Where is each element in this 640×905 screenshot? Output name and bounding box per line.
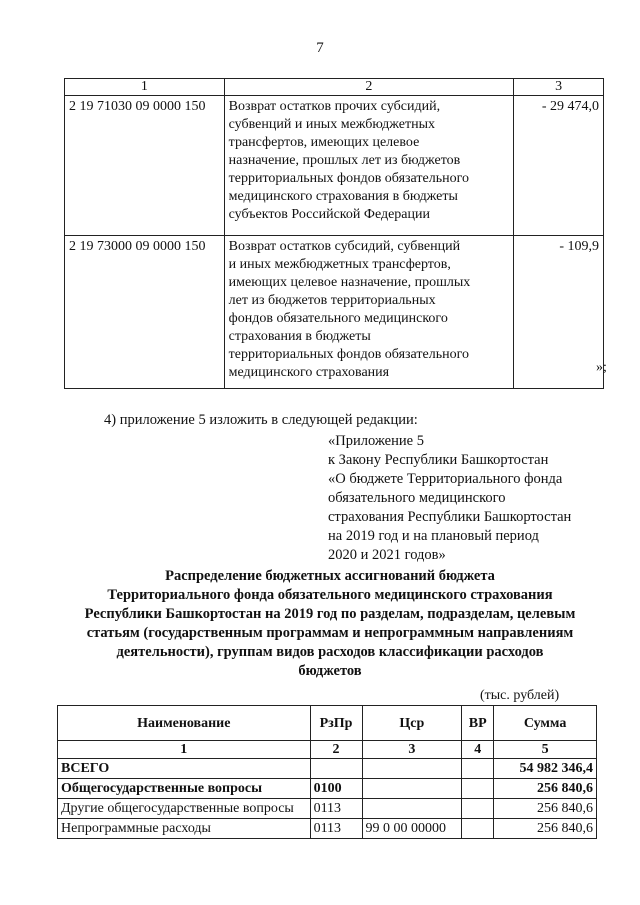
col-name-header: Наименование <box>58 706 311 741</box>
units-label: (тыс. рублей) <box>480 688 560 703</box>
row-csr: 99 0 00 00000 <box>362 819 462 839</box>
row-vr <box>462 759 494 779</box>
item-4-text: 4) приложение 5 изложить в следующей редакции: <box>104 412 418 428</box>
row-csr <box>362 759 462 779</box>
table-row <box>58 759 597 779</box>
row-rzpr: 0113 <box>310 819 362 839</box>
table-row <box>65 236 604 389</box>
row-rzpr: 0113 <box>310 799 362 819</box>
row-vr <box>462 819 494 839</box>
appendix-reference: «Приложение 5 к Закону Республики Башкортостан «О бюджете Территориального фонда обязательного медицинского страхования Республики Башкортостан на 2019 год и на плановый период 2020 и 2021 годов» <box>328 433 572 563</box>
row-rzpr <box>310 759 362 779</box>
allocation-header-row <box>58 706 597 741</box>
table-row <box>65 96 604 236</box>
revenue-col-3-header: 3 <box>514 79 604 96</box>
row-vr <box>462 799 494 819</box>
section-heading: Распределение бюджетных ассигнований бюджета Территориального фонда обязательного медицинского страхования Республики Башкортостан на 2019 год по разделам, подразделам, целевым статьям (государственным программам и непрограммным направлениям деятельности), группам видов расходов классификации расходов бюджетов <box>84 568 576 679</box>
row-name: Непрограммные расходы <box>58 819 311 839</box>
budget-code: 2 19 71030 09 0000 150 <box>65 96 225 236</box>
revenue-amount: - 109,9 <box>514 236 604 389</box>
allocation-table <box>57 705 597 839</box>
row-csr <box>362 779 462 799</box>
col-number: 4 <box>462 741 494 759</box>
row-vr <box>462 779 494 799</box>
col-number: 5 <box>494 741 597 759</box>
revenue-col-2-header: 2 <box>224 79 513 96</box>
revenue-col-1-header: 1 <box>65 79 225 96</box>
row-name: ВСЕГО <box>58 759 311 779</box>
closing-quote: »; <box>596 360 607 375</box>
row-name: Общегосударственные вопросы <box>58 779 311 799</box>
page-number: 7 <box>316 40 324 56</box>
row-csr <box>362 799 462 819</box>
col-rzpr-header: РзПр <box>310 706 362 741</box>
row-sum: 256 840,6 <box>494 819 597 839</box>
row-sum: 256 840,6 <box>494 799 597 819</box>
col-sum-header: Сумма <box>494 706 597 741</box>
allocation-colnum-row <box>58 741 597 759</box>
row-name: Другие общегосударственные вопросы <box>58 799 311 819</box>
row-sum: 54 982 346,4 <box>494 759 597 779</box>
col-csr-header: Цср <box>362 706 462 741</box>
col-number: 2 <box>310 741 362 759</box>
col-vr-header: ВР <box>462 706 494 741</box>
table-row <box>58 819 597 839</box>
col-number: 1 <box>58 741 311 759</box>
col-number: 3 <box>362 741 462 759</box>
revenue-description: Возврат остатков прочих субсидий, субвенций и иных межбюджетных трансфертов, имеющих целевое назначение, прошлых лет из бюджетов территориальных фондов обязательного медицинского страхования в бюджеты субъектов Российской Федерации <box>224 96 513 236</box>
revenue-table-header-row <box>65 79 604 96</box>
revenue-amount: - 29 474,0 <box>514 96 604 236</box>
budget-code: 2 19 73000 09 0000 150 <box>65 236 225 389</box>
revenue-description: Возврат остатков субсидий, субвенций и иных межбюджетных трансфертов, имеющих целевое назначение, прошлых лет из бюджетов территориальных фондов обязательного медицинского страхования в бюджеты территориальных фондов обязательного медицинского страхования <box>224 236 513 389</box>
revenue-table <box>64 78 604 389</box>
row-sum: 256 840,6 <box>494 779 597 799</box>
table-row <box>58 779 597 799</box>
row-rzpr: 0100 <box>310 779 362 799</box>
table-row <box>58 799 597 819</box>
